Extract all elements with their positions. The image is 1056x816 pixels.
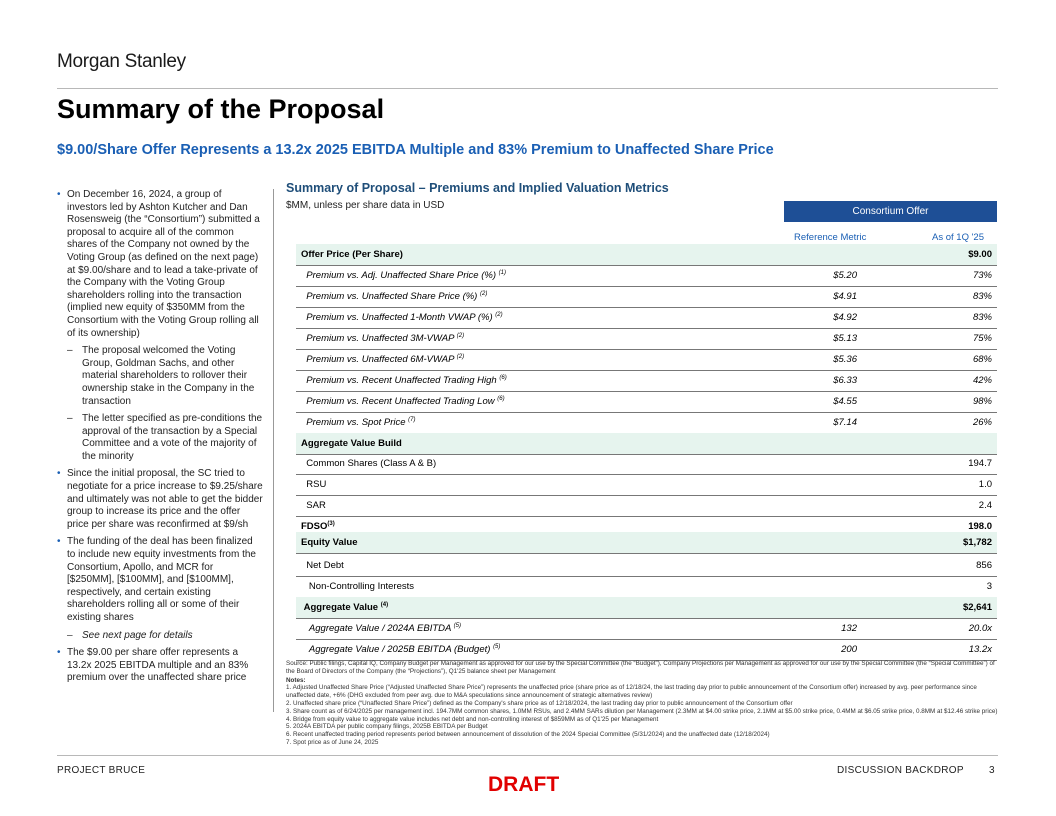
header-divider bbox=[57, 88, 998, 89]
table-row bbox=[296, 286, 997, 308]
row-value: 20.0x bbox=[968, 623, 992, 634]
row-value: 26% bbox=[972, 417, 992, 428]
section-name: DISCUSSION BACKDROP bbox=[837, 765, 964, 776]
table-row bbox=[296, 532, 997, 554]
row-label: Premium vs. Adj. Unaffected Share Price (%) $^{(1)}$ bbox=[306, 270, 506, 282]
row-label: Common Shares (Class A & B) bbox=[306, 458, 437, 469]
row-value: 3 bbox=[986, 581, 992, 592]
table-row bbox=[296, 244, 997, 266]
table-row bbox=[296, 618, 997, 640]
row-label: Premium vs. Recent Unaffected Trading High $^{(6)}$ bbox=[306, 375, 507, 387]
row-value: 75% bbox=[972, 333, 992, 344]
table-row bbox=[296, 370, 997, 392]
row-label: Premium vs. Unaffected 6M-VWAP $^{(2)}$ bbox=[306, 354, 465, 366]
footnote: 4. Bridge from equity value to aggregate value includes net debt and non-controlling interest of $859MM as of Q1'25 per Management bbox=[286, 715, 659, 723]
row-value: 83% bbox=[972, 291, 992, 302]
table-row bbox=[296, 328, 997, 350]
row-label: Aggregate Value / 2024A EBITDA $^{(5)}$ bbox=[308, 623, 461, 635]
table-row bbox=[296, 495, 997, 517]
row-label: SAR bbox=[306, 500, 326, 511]
table-row bbox=[296, 639, 997, 661]
page-title: Summary of the Proposal bbox=[57, 94, 385, 124]
footnotes bbox=[286, 660, 998, 747]
footnote: 1. Adjusted Unaffected Share Price (“Adjusted Unaffected Share Price”) represents the unaffected price (share price as of 12/18/24, the last trading day prior to public announcement of the Consortium offer) increased by avg. peer performance since unaffected date, +6% (DHG excluded from peer avg. due to M&A speculations since announcement of strategic alternatives review) bbox=[286, 684, 977, 700]
row-reference: $6.33 bbox=[833, 375, 857, 386]
table-section-header bbox=[296, 433, 997, 455]
draft-stamp: DRAFT bbox=[488, 773, 560, 796]
row-value: $1,782 bbox=[962, 537, 992, 548]
morgan-stanley-logo: Morgan Stanley bbox=[57, 51, 186, 72]
subbullet-see-next-page: – See next page for details bbox=[57, 630, 263, 643]
row-label: Offer Price (Per Share) bbox=[301, 249, 403, 260]
bullet-negotiation: • Since the initial proposal, the SC tried to negotiate for a price increase to $9.25/share and ultimately was not able to get the bidder group to increase its price and the offer price per share was reconfirmed at $9/sh bbox=[57, 468, 263, 531]
row-reference: $7.14 bbox=[833, 417, 857, 428]
as-of-header: As of 1Q '25 bbox=[932, 232, 984, 243]
row-label: Non-Controlling Interests bbox=[308, 581, 414, 592]
row-reference: $5.13 bbox=[833, 333, 857, 344]
row-label: Aggregate Value / 2025B EBITDA (Budget) $^{(5)}$ bbox=[308, 644, 501, 656]
bullet-premium: • The $9.00 per share offer represents a 13.2x 2025 EBITDA multiple and an 83% premium over the unaffected share price bbox=[57, 647, 263, 685]
reference-metric-header: Reference Metric bbox=[794, 232, 867, 243]
row-reference: $4.92 bbox=[833, 312, 857, 323]
row-label: Premium vs. Unaffected 3M-VWAP $^{(2)}$ bbox=[306, 333, 465, 345]
row-value: 198.0 bbox=[968, 521, 992, 532]
row-reference: 200 bbox=[841, 644, 857, 655]
footnote: 6. Recent unaffected trading period represents period between announcement of dissolution of the 2024 Special Committee (5/31/2024) and the unaffected date (12/18/2024) bbox=[286, 731, 770, 739]
row-label: Premium vs. Spot Price $^{(7)}$ bbox=[306, 417, 416, 429]
table-row bbox=[296, 474, 997, 496]
summary-bullets bbox=[57, 189, 263, 690]
footnote: 3. Share count as of 6/24/2025 per management incl. 194.7MM common shares, 1.0MM RSUs, and 2.4MM SARs dilution per Management (2.3MM at $4.00 strike price, 2.1MM at $5.00 strike price, 0.4MM at $6.05 strike price, 0.8MM at $12.46 strike price) bbox=[286, 707, 998, 715]
row-label: Premium vs. Unaffected 1-Month VWAP (%) $^{(2)}$ bbox=[306, 312, 503, 324]
notes-label: Notes: bbox=[286, 676, 306, 684]
row-label: Premium vs. Unaffected Share Price (%) $^{(2)}$ bbox=[306, 291, 488, 303]
row-value: 194.7 bbox=[968, 458, 992, 469]
row-label: Premium vs. Recent Unaffected Trading Low $^{(6)}$ bbox=[306, 396, 505, 408]
row-value: 73% bbox=[972, 270, 992, 281]
row-reference: 132 bbox=[841, 623, 857, 634]
row-value: 856 bbox=[976, 560, 992, 571]
row-reference: $4.91 bbox=[833, 291, 857, 302]
row-label: FDSO$^{(3)}$ bbox=[301, 521, 335, 533]
consortium-offer-header: Consortium Offer bbox=[784, 201, 997, 222]
row-reference: $5.20 bbox=[833, 270, 857, 281]
subbullet-rollover: – The proposal welcomed the Voting Group, Goldman Sachs, and other material shareholders to rollover their ownership stake in the Company in the transaction bbox=[57, 345, 263, 408]
footnote: 2. Unaffected share price (“Unaffected Share Price”) defined as the Company's share price as of 12/18/2024, the last trading day prior to public announcement of the Consortium offer bbox=[286, 699, 793, 707]
project-name: PROJECT BRUCE bbox=[57, 765, 146, 776]
row-value: $9.00 bbox=[968, 249, 992, 260]
row-value: 98% bbox=[972, 396, 992, 407]
source-note: Source: Public filings, Capital IQ, Company Budget per Management as approved for our use by the Special Committee (the “Budget”), Company Projections per Management as approved for our use by the Special Committee (the “Special Committee”) of the Board of Directors of the Company (the “Projections”), Q1'25 balance sheet per Management bbox=[286, 660, 995, 675]
row-value: 83% bbox=[972, 312, 992, 323]
table-row bbox=[296, 555, 997, 577]
table-subtitle: $MM, unless per share data in USD bbox=[286, 200, 445, 211]
column-divider bbox=[273, 189, 274, 712]
footnote: 5. 2024A EBITDA per public company filings, 2025B EBITDA per Budget bbox=[286, 723, 488, 731]
row-label: Aggregate Value Build bbox=[301, 438, 402, 449]
table-row bbox=[296, 597, 997, 619]
row-value: 13.2x bbox=[968, 644, 992, 655]
row-label: Equity Value bbox=[301, 537, 358, 548]
page-number: 3 bbox=[989, 765, 995, 776]
table-row bbox=[296, 576, 997, 598]
table-title: Summary of Proposal – Premiums and Implied Valuation Metrics bbox=[286, 181, 669, 195]
bullet-proposal: • On December 16, 2024, a group of investors led by Ashton Kutcher and Dan Rosensweig (the “Consortium”) submitted a proposal to acquire all of the common shares of the Company not owned by the Voting Group (as defined on the next page) at $9.00/share and to lead a take-private of the Company with the Voting Group shareholders rolling into the transaction (implied new equity of $350MM from the Consortium with the Voting Group rolling all of its ownership) bbox=[57, 189, 263, 340]
footnote: 7. Spot price as of June 24, 2025 bbox=[286, 738, 379, 746]
row-label: RSU bbox=[306, 479, 327, 490]
table-row bbox=[296, 453, 997, 475]
row-label: Aggregate Value $^{(4)}$ bbox=[303, 602, 389, 614]
row-value: 42% bbox=[972, 375, 992, 386]
table-row bbox=[296, 391, 997, 413]
subbullet-preconditions: – The letter specified as pre-conditions the approval of the transaction by a Special Committee and a vote of the majority of the minority bbox=[57, 413, 263, 463]
table-row bbox=[296, 307, 997, 329]
row-reference: $4.55 bbox=[833, 396, 857, 407]
row-value: 2.4 bbox=[978, 500, 992, 511]
row-value: 68% bbox=[972, 354, 992, 365]
bullet-funding: • The funding of the deal has been finalized to include new equity investments from the Consortium, Apollo, and MCR for [$250MM], [$100MM], and [$100MM], respectively, and certain existing shareholders rolling all or some of their existing shares bbox=[57, 536, 263, 624]
table-row bbox=[296, 265, 997, 287]
table-row bbox=[296, 349, 997, 371]
row-value: 1.0 bbox=[978, 479, 992, 490]
row-label: Net Debt bbox=[306, 560, 344, 571]
row-reference: $5.36 bbox=[833, 354, 857, 365]
row-value: $2,641 bbox=[962, 602, 992, 613]
table-row bbox=[296, 412, 997, 434]
page-subtitle: $9.00/Share Offer Represents a 13.2x 2025 EBITDA Multiple and 83% Premium to Unaffected Share Price bbox=[57, 142, 774, 158]
footer-divider bbox=[57, 755, 998, 756]
